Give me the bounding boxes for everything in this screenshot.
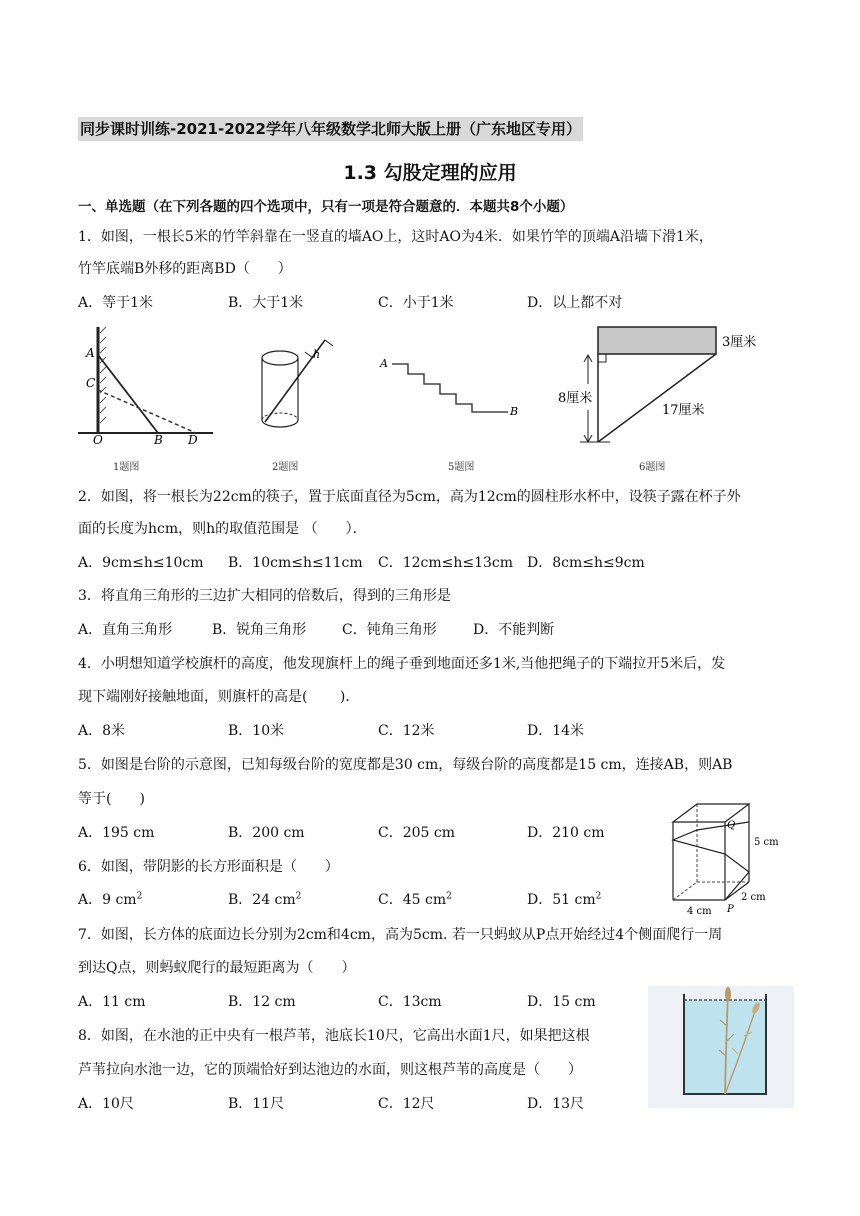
figure-6-caption: 6题图 bbox=[639, 462, 666, 473]
question-2-option-b: B．10cm≤h≤11cm bbox=[228, 555, 363, 571]
question-1-line-2: 竹竿底端B外移的距离BD（ ） bbox=[78, 261, 292, 277]
question-4-option-b: B．10米 bbox=[228, 723, 285, 739]
question-1-line-1: 1．如图，一根长5米的竹竿斜靠在一竖直的墙AO上，这时AO为4米．如果竹竿的顶端A沿墙下滑1米， bbox=[78, 229, 713, 245]
figure-7-label-q: Q bbox=[727, 820, 736, 831]
question-1-option-d: D．以上都不对 bbox=[527, 295, 623, 311]
question-5-line-2: 等于( ) bbox=[78, 791, 145, 807]
question-4-line-1: 4．小明想知道学校旗杆的高度，他发现旗杆上的绳子垂到地面还多1米,当他把绳子的下端拉开5米后，发 bbox=[78, 656, 726, 672]
figure-2-caption: 2题图 bbox=[272, 462, 299, 473]
figure-1-label-c: C bbox=[86, 376, 96, 390]
figure-7-label-2cm: 2 cm bbox=[741, 892, 766, 903]
question-1-option-a: A．等于1米 bbox=[78, 295, 154, 311]
figure-6-label-8cm: 8厘米 bbox=[558, 391, 593, 406]
question-8-option-b: B．11尺 bbox=[228, 1096, 285, 1112]
question-8-option-c: C．12尺 bbox=[378, 1096, 435, 1112]
superscript-2: 2 bbox=[295, 891, 302, 902]
question-3-option-a: A．直角三角形 bbox=[78, 622, 173, 638]
figure-5-label-a: A bbox=[380, 357, 388, 370]
figure-2-label-h: h bbox=[313, 348, 321, 361]
question-2-line-2: 面的长度为hcm，则h的取值范围是 （ ）． bbox=[78, 521, 367, 537]
question-8-option-d: D．13尺 bbox=[527, 1096, 585, 1112]
figure-5-caption: 5题图 bbox=[448, 462, 475, 473]
question-7-line-1: 7．如图，长方体的底面边长分别为2cm和4cm，高为5cm. 若一只蚂蚁从P点开始经过4个侧面爬行一周 bbox=[78, 927, 723, 943]
question-6-option-c: C．45 $cm^2$ bbox=[378, 891, 452, 908]
question-3-option-c: C．钝角三角形 bbox=[342, 622, 437, 638]
figure-7-label-p: P bbox=[727, 904, 734, 915]
question-1-option-c: C．小于1米 bbox=[378, 295, 454, 311]
superscript-2: 2 bbox=[595, 891, 602, 902]
question-7-line-2: 到达Q点，则蚂蚁爬行的最短距离为（ ） bbox=[78, 960, 356, 976]
question-3-line-1: 3．将直角三角形的三边扩大相同的倍数后，得到的三角形是 bbox=[78, 588, 451, 604]
question-6-option-d: D．51 $cm^2$ bbox=[527, 891, 602, 908]
question-8-line-2: 芦苇拉向水池一边，它的顶端恰好到达池边的水面，则这根芦苇的高度是（ ） bbox=[78, 1062, 582, 1078]
question-5-option-b: B．200 cm bbox=[228, 825, 305, 841]
document-banner: 同步课时训练-2021-2022学年八年级数学北师大版上册（广东地区专用） bbox=[78, 117, 583, 141]
figure-6-label-3cm: 3厘米 bbox=[722, 335, 757, 350]
figure-1-ladder-diagram bbox=[78, 325, 213, 445]
question-4-line-2: 现下端刚好接触地面，则旗杆的高是( )． bbox=[78, 689, 360, 705]
question-7-option-c: C．13cm bbox=[378, 994, 442, 1010]
question-2-line-1: 2．如图，将一根长为22cm的筷子，置于底面直径为5cm，高为12cm的圆柱形水杯中，设筷子露在杯子外 bbox=[78, 489, 741, 505]
figure-7-label-4cm: 4 cm bbox=[687, 906, 712, 917]
question-2-option-a: A．9cm≤h≤10cm bbox=[78, 555, 204, 571]
question-1-option-b: B．大于1米 bbox=[228, 295, 304, 311]
question-5-option-a: A．195 cm bbox=[78, 825, 155, 841]
figure-1-label-o: O bbox=[93, 433, 103, 445]
question-5-option-c: C．205 cm bbox=[378, 825, 455, 841]
question-3-option-b: B．锐角三角形 bbox=[212, 622, 307, 638]
superscript-2: 2 bbox=[446, 891, 452, 902]
question-5-line-1: 5．如图是台阶的示意图，已知每级台阶的宽度都是30 cm，每级台阶的高度都是15 cm，连接AB，则AB bbox=[78, 757, 733, 773]
figure-6-label-17cm: 17厘米 bbox=[662, 403, 705, 418]
page-title: 1.3 勾股定理的应用 bbox=[343, 162, 517, 184]
figure-8-pond-reed-image bbox=[648, 986, 794, 1108]
figure-1-label-d: D bbox=[188, 433, 198, 445]
question-8-line-1: 8．如图，在水池的正中央有一根芦苇，池底长10尺，它高出水面1尺，如果把这根 bbox=[78, 1028, 590, 1044]
superscript-2: 2 bbox=[136, 891, 143, 902]
question-4-option-a: A．8米 bbox=[78, 723, 126, 739]
section-heading: 一、单选题（在下列各题的四个选项中，只有一项是符合题意的．本题共8个小题） bbox=[78, 199, 574, 215]
question-7-option-d: D．15 cm bbox=[527, 994, 596, 1010]
question-2-option-d: D．8cm≤h≤9cm bbox=[527, 555, 645, 571]
question-8-option-a: A．10尺 bbox=[78, 1096, 134, 1112]
figure-1-caption: 1题图 bbox=[113, 462, 140, 473]
figure-1-label-a: A bbox=[86, 346, 95, 360]
figure-2-cylinder-diagram bbox=[255, 330, 340, 435]
figure-1-label-b: B bbox=[154, 433, 163, 445]
question-7-option-b: B．12 cm bbox=[228, 994, 296, 1010]
figure-6-shaded-rectangle-diagram bbox=[550, 322, 770, 447]
question-6-line-1: 6．如图，带阴影的长方形面积是（ ） bbox=[78, 859, 339, 875]
question-4-option-d: D．14米 bbox=[527, 723, 585, 739]
figure-5-steps-diagram bbox=[378, 352, 523, 417]
question-4-option-c: C．12米 bbox=[378, 723, 435, 739]
question-5-option-d: D．210 cm bbox=[527, 825, 605, 841]
question-6-option-a: A．9 $cm^2$ bbox=[78, 891, 143, 908]
question-6-option-b: B．24 $cm^2$ bbox=[228, 891, 302, 908]
figure-7-cuboid-diagram bbox=[665, 800, 785, 918]
figure-7-label-5cm: 5 cm bbox=[754, 837, 779, 848]
question-3-option-d: D．不能判断 bbox=[473, 622, 555, 638]
question-7-option-a: A．11 cm bbox=[78, 994, 146, 1010]
figure-5-label-b: B bbox=[510, 405, 519, 417]
question-2-option-c: C．12cm≤h≤13cm bbox=[378, 555, 514, 571]
